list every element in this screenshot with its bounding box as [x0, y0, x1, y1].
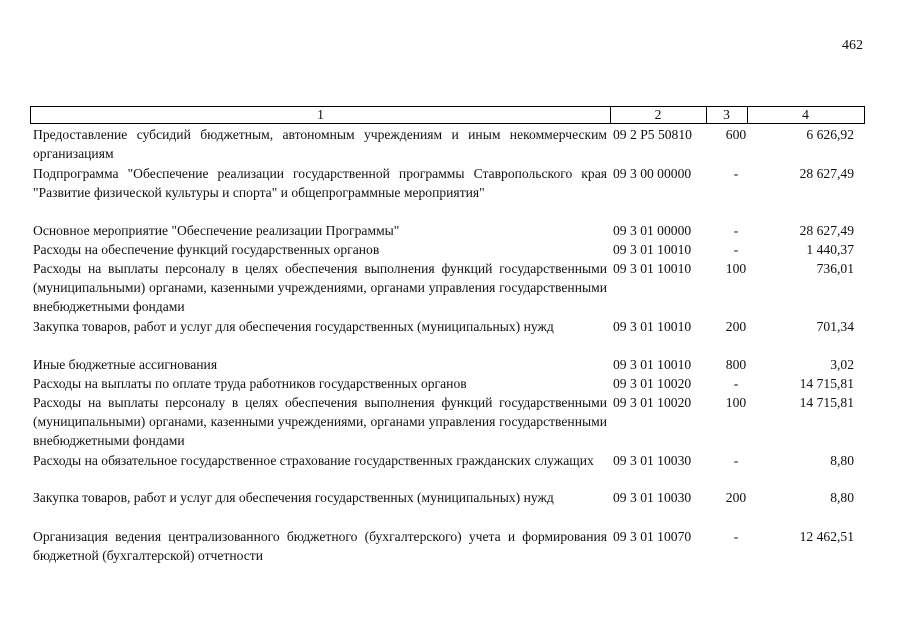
row-code: 09 3 00 00000 [613, 166, 692, 181]
row-code: 09 3 01 00000 [613, 223, 692, 238]
row-description: Закупка товаров, работ и услуг для обеспечения государственных (муниципальных) нужд [33, 490, 554, 505]
row-description: Подпрограмма "Обеспечение реализации государственной программы Ставропольского края "Развитие физической культуры и спорта" и общепрограммные мероприятия" [33, 166, 607, 200]
row-description: Расходы на выплаты по оплате труда работников государственных органов [33, 376, 467, 391]
row-code: 09 3 01 10020 [613, 376, 692, 391]
row-code: 09 3 01 10010 [613, 319, 692, 334]
row-expense-type: 800 [725, 357, 747, 372]
row-description: Основное мероприятие "Обеспечение реализации Программы" [33, 223, 400, 238]
row-expense-type: - [733, 223, 739, 238]
row-amount: 8,80 [830, 490, 854, 505]
header-col-1: 1 [31, 107, 611, 123]
row-expense-type: 200 [725, 490, 747, 505]
row-amount: 14 715,81 [799, 376, 854, 391]
row-expense-type: - [733, 453, 739, 468]
row-description: Организация ведения централизованного бюджетного (бухгалтерского) учета и формирования бюджетной (бухгалтерской) отчетности [33, 529, 607, 563]
header-col-4: 4 [802, 107, 809, 122]
row-description: Закупка товаров, работ и услуг для обеспечения государственных (муниципальных) нужд [33, 319, 554, 334]
row-amount: 8,80 [830, 453, 854, 468]
header-col-3: 3 [706, 107, 748, 123]
row-description: Расходы на выплаты персоналу в целях обеспечения выполнения функций государственными (муниципальными) органами, казенными учреждениями, органами управления государственными внебюджетными фондами [33, 395, 607, 448]
row-amount: 3,02 [830, 357, 854, 372]
row-description: Предоставление субсидий бюджетным, автономным учреждениям и иным некоммерческим организациям [33, 127, 607, 161]
row-expense-type: - [733, 166, 739, 181]
row-code: 09 3 01 10010 [613, 357, 692, 372]
row-description: Расходы на обязательное государственное страхование государственных гражданских служащих [33, 453, 594, 468]
row-code: 09 2 P5 50810 [613, 127, 692, 142]
row-amount: 12 462,51 [799, 529, 854, 544]
row-code: 09 3 01 10020 [613, 395, 692, 410]
row-amount: 1 440,37 [806, 242, 854, 257]
row-amount: 6 626,92 [806, 127, 854, 142]
row-expense-type: - [733, 242, 739, 257]
row-amount: 28 627,49 [799, 223, 854, 238]
row-code: 09 3 01 10010 [613, 261, 692, 276]
row-expense-type: 100 [725, 395, 747, 410]
row-expense-type: 600 [725, 127, 747, 142]
row-amount: 14 715,81 [799, 395, 854, 410]
row-expense-type: 200 [725, 319, 747, 334]
row-code: 09 3 01 10070 [613, 529, 692, 544]
row-amount: 701,34 [816, 319, 854, 334]
table-header [30, 106, 865, 124]
row-amount: 736,01 [816, 261, 854, 276]
row-expense-type: 100 [725, 261, 747, 276]
row-description: Расходы на обеспечение функций государственных органов [33, 242, 380, 257]
row-code: 09 3 01 10010 [613, 242, 692, 257]
header-col-2: 2 [610, 107, 707, 123]
row-amount: 28 627,49 [799, 166, 854, 181]
row-expense-type: - [733, 376, 739, 391]
row-code: 09 3 01 10030 [613, 490, 692, 505]
row-expense-type: - [733, 529, 739, 544]
page-number: 462 [842, 38, 863, 53]
row-code: 09 3 01 10030 [613, 453, 692, 468]
row-description: Расходы на выплаты персоналу в целях обеспечения выполнения функций государственными (муниципальными) органами, казенными учреждениями, органами управления государственными внебюджетными фондами [33, 261, 607, 314]
row-description: Иные бюджетные ассигнования [33, 357, 218, 372]
